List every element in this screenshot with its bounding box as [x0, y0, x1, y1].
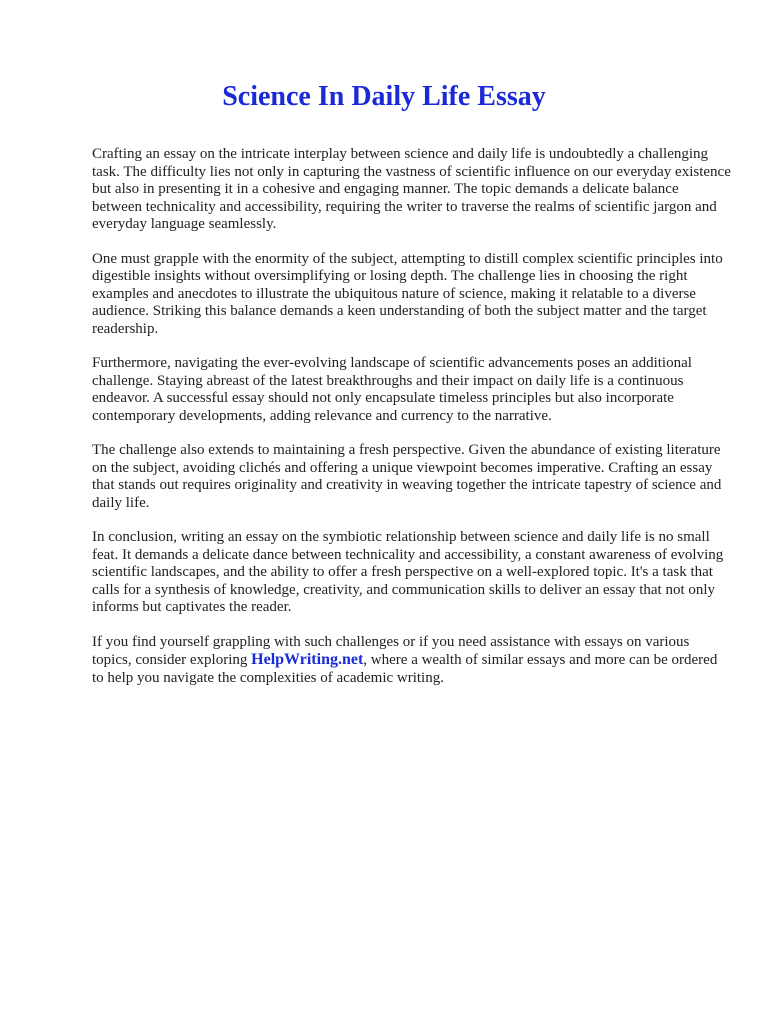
helpwriting-link[interactable]: HelpWriting.net	[251, 651, 364, 668]
paragraph-6-text-after-link: , where a wealth of similar essays and more can be ordered to help you navigate the complexities of academic writing.	[92, 652, 718, 686]
paragraph-6-text-before-link: If you find yourself grappling with such challenges or if you need assistance with essays on various topics, consider exploring	[92, 633, 690, 668]
paragraph-1: Crafting an essay on the intricate interplay between science and daily life is undoubtedly a challenging task. The difficulty lies not only in capturing the vastness of scientific influence on our everyday existence but also in presenting it in a cohesive and engaging manner. The topic demands a delicate balance between technicality and accessibility, requiring the writer to traverse the realms of scientific jargon and everyday language seamlessly.	[92, 146, 731, 232]
paragraph-6	[92, 634, 732, 688]
paragraph-3: Furthermore, navigating the ever-evolving landscape of scientific advancements poses an additional challenge. Staying abreast of the latest breakthroughs and their impact on daily life is a continuous endeavor. A successful essay should not only encapsulate timeless principles but also incorporate contemporary developments, adding relevance and currency to the narrative.	[92, 355, 692, 424]
document-body	[92, 146, 732, 704]
paragraph-4: The challenge also extends to maintaining a fresh perspective. Given the abundance of existing literature on the subject, avoiding clichés and offering a unique viewpoint becomes imperative. Crafting an essay that stands out requires originality and creativity in weaving together the intricate tapestry of science and daily life.	[92, 442, 722, 511]
paragraph-5: In conclusion, writing an essay on the symbiotic relationship between science and daily life is no small feat. It demands a delicate dance between technicality and accessibility, a constant awareness of evolving scientific landscapes, and the ability to offer a fresh perspective on a well-explored topic. It's a task that calls for a synthesis of knowledge, creativity, and communication skills to deliver an essay that not only informs but captivates the reader.	[92, 529, 724, 615]
paragraph-2: One must grapple with the enormity of the subject, attempting to distill complex scientific principles into digestible insights without oversimplifying or losing depth. The challenge lies in choosing the right examples and anecdotes to illustrate the ubiquitous nature of science, making it relatable to a diverse audience. Striking this balance demands a keen understanding of both the subject matter and the target readership.	[92, 250, 723, 337]
document-title: Science In Daily Life Essay	[222, 81, 546, 112]
